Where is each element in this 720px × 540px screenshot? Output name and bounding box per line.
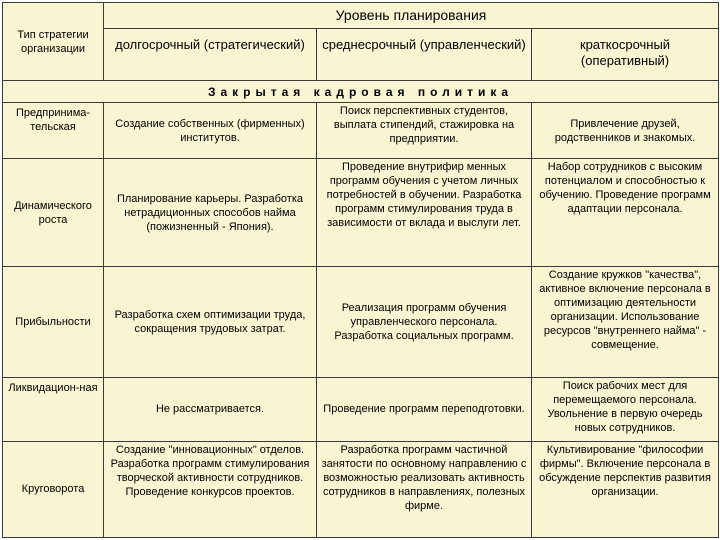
short-term-cell: Культивирование "философии фирмы". Включение персонала в обсуждение перспектив развития организации. [532, 441, 719, 537]
strategy-name: Динамического роста [3, 159, 104, 267]
strategy-type-header: Тип стратегии организации [3, 3, 104, 81]
level-long-term: долгосрочный (стратегический) [104, 29, 317, 81]
long-term-cell: Создание собственных (фирменных) институтов. [104, 103, 317, 159]
mid-term-cell: Поиск перспективных студентов, выплата стипендий, стажировка на предприятии. [317, 103, 532, 159]
header-row [3, 3, 719, 29]
section-row [3, 81, 719, 103]
strategy-name: Круговорота [3, 441, 104, 537]
section-title: Закрытая кадровая политика [3, 81, 719, 103]
mid-term-cell: Проведение внутрифир менных программ обучения с учетом личных потребностей в обучении. Разработка программ стимулирования труда в зависимости от вклада и выслуги лет. [317, 159, 532, 267]
hr-strategy-table [2, 2, 719, 538]
strategy-name: Ликвидацион-ная [3, 377, 104, 441]
mid-term-cell: Разработка программ частичной занятости по основному направлению с возможностью реализовать активность сотрудников в направлениях, полезных фирме. [317, 441, 532, 537]
mid-term-cell: Проведение программ переподготовки. [317, 377, 532, 441]
level-mid-term: среднесрочный (управленческий) [317, 29, 532, 81]
long-term-cell: Создание "инновационных" отделов. Разработка программ стимулирования творческой активности сотрудников. Проведение конкурсов проектов. [104, 441, 317, 537]
level-header-row [3, 29, 719, 81]
level-short-term: краткосрочный (оперативный) [532, 29, 719, 81]
planning-level-header: Уровень планирования [104, 3, 719, 29]
short-term-cell: Набор сотрудников с высоким потенциалом и способностью к обучению. Проведение программ адаптации персонала. [532, 159, 719, 267]
long-term-cell: Планирование карьеры. Разработка нетрадиционных способов найма (пожизненный - Япония). [104, 159, 317, 267]
short-term-cell: Привлечение друзей, родственников и знакомых. [532, 103, 719, 159]
long-term-cell: Разработка схем оптимизации труда, сокращения трудовых затрат. [104, 267, 317, 377]
table-row [3, 377, 719, 441]
table-row [3, 267, 719, 377]
short-term-cell: Поиск рабочих мест для перемещаемого персонала. Увольнение в первую очередь новых сотрудников. [532, 377, 719, 441]
table-row [3, 103, 719, 159]
strategy-name: Прибыльности [3, 267, 104, 377]
table-row [3, 441, 719, 537]
table-row [3, 159, 719, 267]
mid-term-cell: Реализация программ обучения управленческого персонала. Разработка социальных программ. [317, 267, 532, 377]
strategy-name: Предпринима-тельская [3, 103, 104, 159]
short-term-cell: Создание кружков "качества", активное включение персонала в оптимизацию деятельности организации. Использование ресурсов "внутреннего найма" - совмещение. [532, 267, 719, 377]
long-term-cell: Не рассматривается. [104, 377, 317, 441]
